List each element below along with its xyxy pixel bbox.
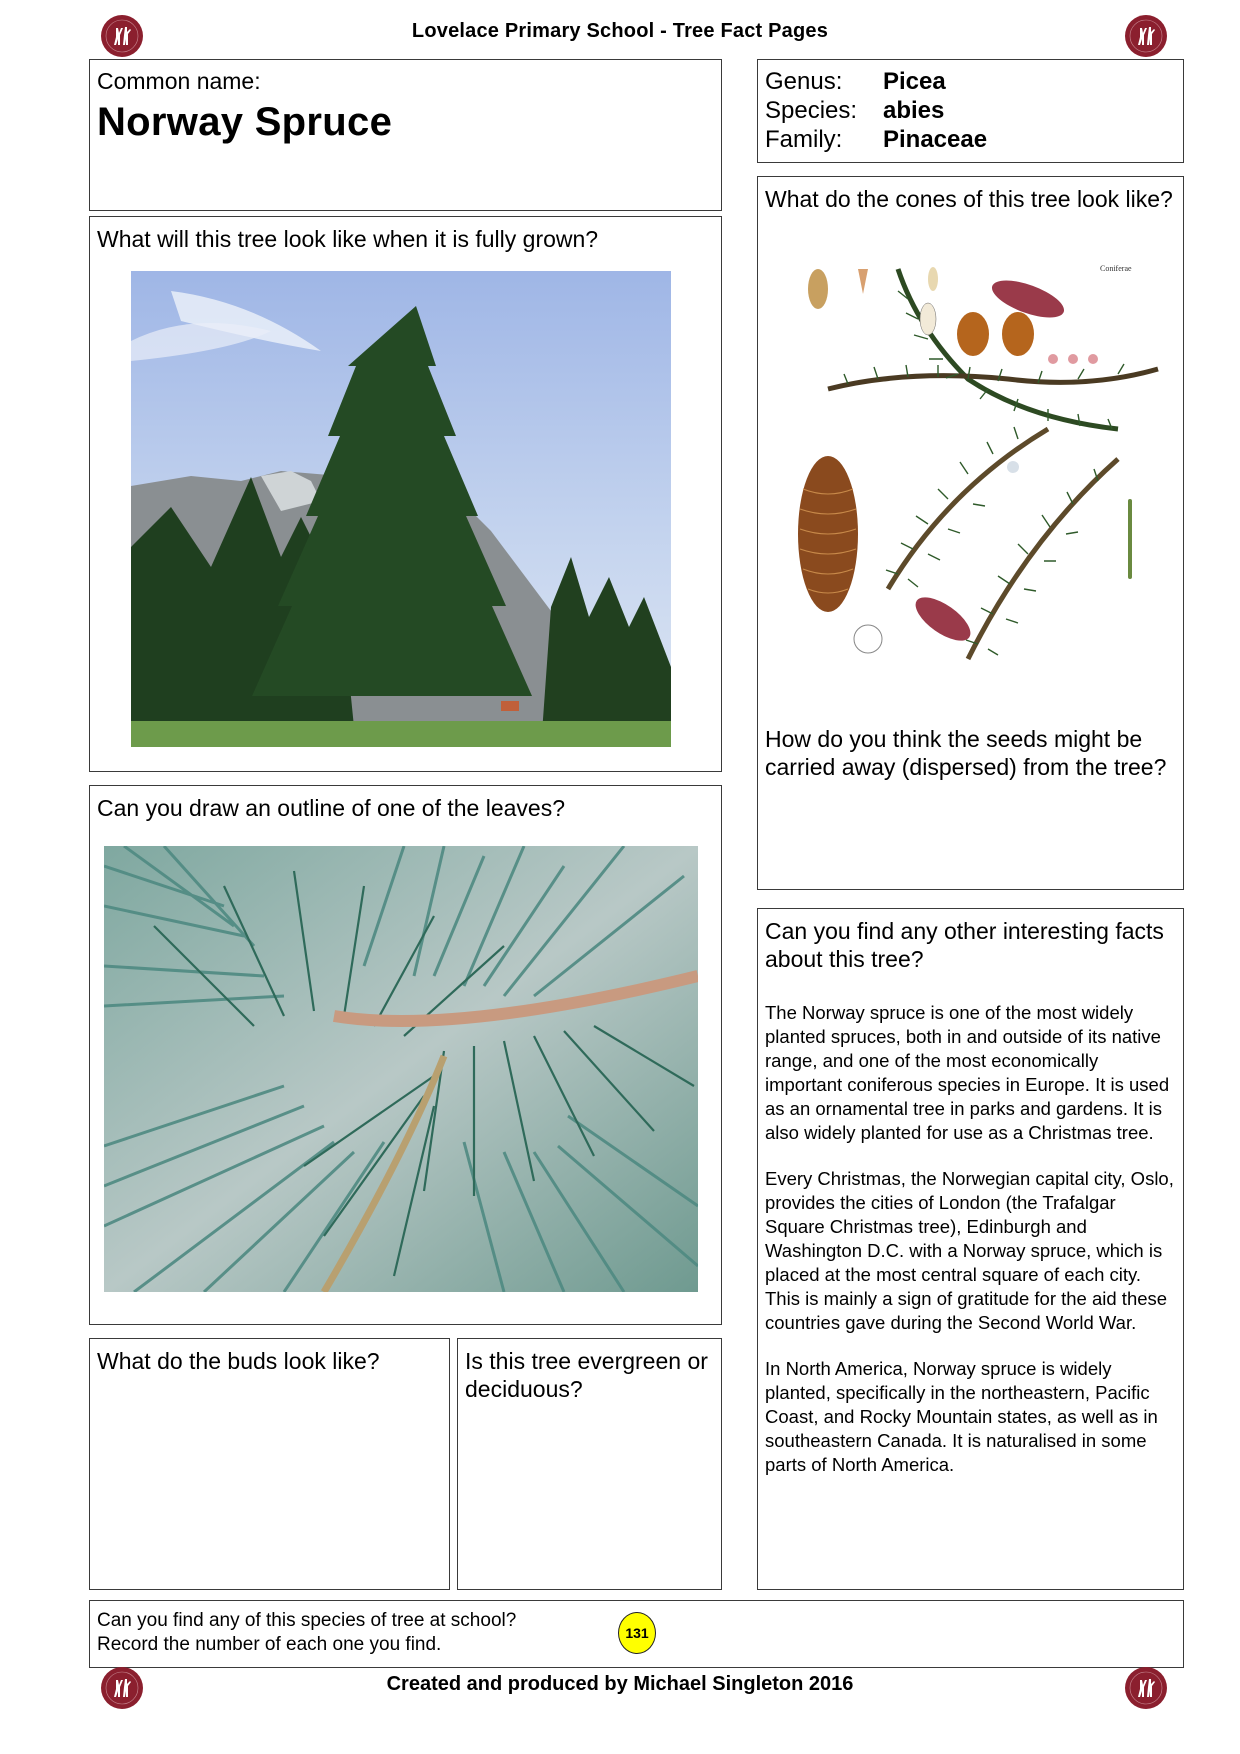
- illustration-caption: Coniferae: [1100, 264, 1132, 273]
- taxonomy-box: [757, 59, 1184, 163]
- cones-box: [757, 176, 1184, 890]
- facts-text: [765, 1001, 1175, 1499]
- cone-illustration: [788, 259, 1168, 699]
- family-label: Family:: [765, 126, 843, 153]
- fact-paragraph: The Norway spruce is one of the most widely planted spruces, both in and outside of its native range, and one of the most economically important coniferous species in Europe. It is used as an ornamental tree in parks and gardens. It is also widely planted for use as a Christmas tree.: [765, 1002, 1170, 1143]
- leaves-question: Can you draw an outline of one of the leaves?: [97, 795, 565, 821]
- facts-box: [757, 908, 1184, 1590]
- school-count-line1: Can you find any of this species of tree at school?: [97, 1610, 517, 1631]
- genus-value: Picea: [883, 68, 946, 95]
- buds-box: [89, 1338, 450, 1590]
- species-value: abies: [883, 97, 945, 124]
- seed-dispersal-question: How do you think the seeds might be carried away (dispersed) from the tree?: [765, 726, 1167, 780]
- buds-question: What do the buds look like?: [97, 1348, 380, 1374]
- tree-photo: [131, 271, 671, 747]
- common-name-value: Norway Spruce: [97, 100, 393, 144]
- fact-paragraph: In North America, Norway spruce is widely planted, specifically in the northeastern, Pacific Coast, and Rocky Mountain states, as well as in southeastern Canada. It is naturalised in some parts of North America.: [765, 1358, 1158, 1475]
- common-name-label: Common name:: [97, 68, 261, 94]
- fully-grown-box: [89, 216, 722, 772]
- species-label: Species:: [765, 97, 858, 124]
- leaves-box: [89, 785, 722, 1325]
- genus-row: [765, 67, 987, 96]
- school-count-box: [89, 1600, 1184, 1668]
- common-name-box: [89, 59, 722, 211]
- cones-question: What do the cones of this tree look like?: [765, 186, 1173, 212]
- fully-grown-question: What will this tree look like when it is fully grown?: [97, 226, 599, 252]
- footer-credit: Created and produced by Michael Singleton 2016: [386, 1673, 854, 1695]
- page-number-badge: 131: [618, 1612, 656, 1654]
- evergreen-question: Is this tree evergreen or deciduous?: [465, 1348, 708, 1402]
- genus-label: Genus:: [765, 68, 843, 95]
- family-row: [765, 125, 987, 154]
- fact-paragraph: Every Christmas, the Norwegian capital city, Oslo, provides the cities of London (the Trafalgar Square Christmas tree), Edinburgh and Washington D.C. with a Norway spruce, which is placed at the most central square of each city. This is mainly a sign of gratitude for the aid these countries gave during the Second World War.: [765, 1168, 1174, 1333]
- school-count-line2: Record the number of each one you find.: [97, 1634, 442, 1655]
- facts-question: Can you find any other interesting facts about this tree?: [765, 918, 1164, 972]
- family-value: Pinaceae: [883, 126, 988, 153]
- evergreen-box: [457, 1338, 722, 1590]
- page-title: Lovelace Primary School - Tree Fact Pages: [411, 20, 829, 42]
- species-row: [765, 96, 987, 125]
- needles-photo: [104, 846, 698, 1292]
